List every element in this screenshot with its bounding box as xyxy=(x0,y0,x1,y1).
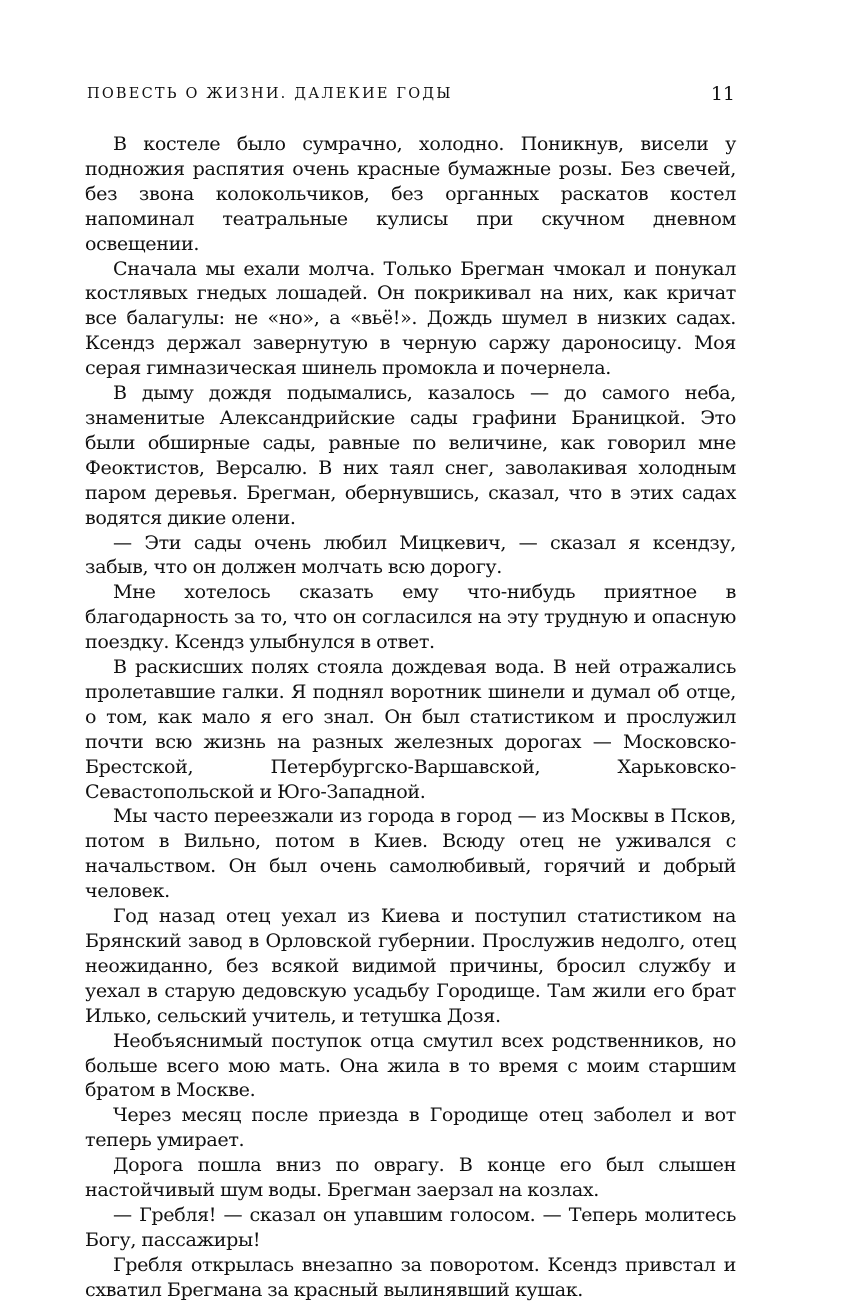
running-head xyxy=(87,83,735,108)
paragraph: Сначала мы ехали молча. Только Брегман чмокал и понукал костлявых гнедых лошадей. Он покрикивал на них, как кричат все балагулы: не «но», а «вьё!». Дождь шумел в низких садах. Ксендз держал завернутую в черную саржу дароносицу. Моя серая гимназическая шинель промокла и почернела. xyxy=(85,256,736,380)
paragraph: — Гребля! — сказал он упавшим голосом. — Теперь молитесь Богу, пассажиры! xyxy=(85,1202,736,1251)
paragraph: Мне хотелось сказать ему что-нибудь приятное в благодарность за то, что он согласился на эту трудную и опасную поездку. Ксендз улыбнулся в ответ. xyxy=(85,580,736,654)
paragraph: Через месяц после приезда в Городище отец заболел и вот теперь умирает. xyxy=(85,1103,736,1152)
paragraph: Мы часто переезжали из города в город — из Москвы в Псков, потом в Вильно, потом в Киев. Всюду отец не уживался с начальством. Он был очень самолюбивый, горячий и добрый человек. xyxy=(85,804,736,903)
paragraph: В костеле было сумрачно, холодно. Поникнув, висели у подножия распятия очень красные бумажные розы. Без свечей, без звона колокольчиков, без органных раскатов костел напоминал театральные кулисы при скучном дневном освещении. xyxy=(85,132,736,255)
paragraph: В дыму дождя подымались, казалось — до самого неба, знаменитые Александрийские сады графини Браницкой. Это были обширные сады, равные по величине, как говорил мне Феоктистов, Версалю. В них таял снег, заволакивая холодным паром деревья. Брегман, обернувшись, сказал, что в этих садах водятся дикие олени. xyxy=(85,381,736,529)
paragraph: Год назад отец уехал из Киева и поступил статистиком на Брянский завод в Орловской губернии. Прослужив недолго, отец неожиданно, без всякой видимой причины, бросил службу и уехал в старую дедовскую усадьбу Городище. Там жили его брат Илько, сельский учитель, и тетушка Дозя. xyxy=(85,904,736,1027)
paragraph: Необъяснимый поступок отца смутил всех родственников, но больше всего мою мать. Она жила в то время с моим старшим братом в Москве. xyxy=(85,1028,736,1102)
body-text xyxy=(85,132,736,1303)
paragraph: — Эти сады очень любил Мицкевич, — сказал я ксендзу, забыв, что он должен молчать всю дорогу. xyxy=(85,530,736,579)
running-title: ПОВЕСТЬ О ЖИЗНИ. ДАЛЕКИЕ ГОДЫ xyxy=(87,86,453,102)
paragraph: В раскисших полях стояла дождевая вода. В ней отражались пролетавшие галки. Я поднял воротник шинели и думал об отце, о том, как мало я его знал. Он был статистиком и прослужил почти всю жизнь на разных железных дорогах — Московско-Брестской, Петербургско-Варшавской, Харьковско-Севастопольской и Юго-Западной. xyxy=(85,655,736,803)
paragraph: Гребля открылась внезапно за поворотом. Ксендз привстал и схватил Брегмана за красный вылинявший кушак. xyxy=(85,1252,736,1301)
page-number: 11 xyxy=(710,83,735,105)
paragraph: Дорога пошла вниз по оврагу. В конце его был слышен настойчивый шум воды. Брегман заерзал на козлах. xyxy=(85,1153,736,1202)
